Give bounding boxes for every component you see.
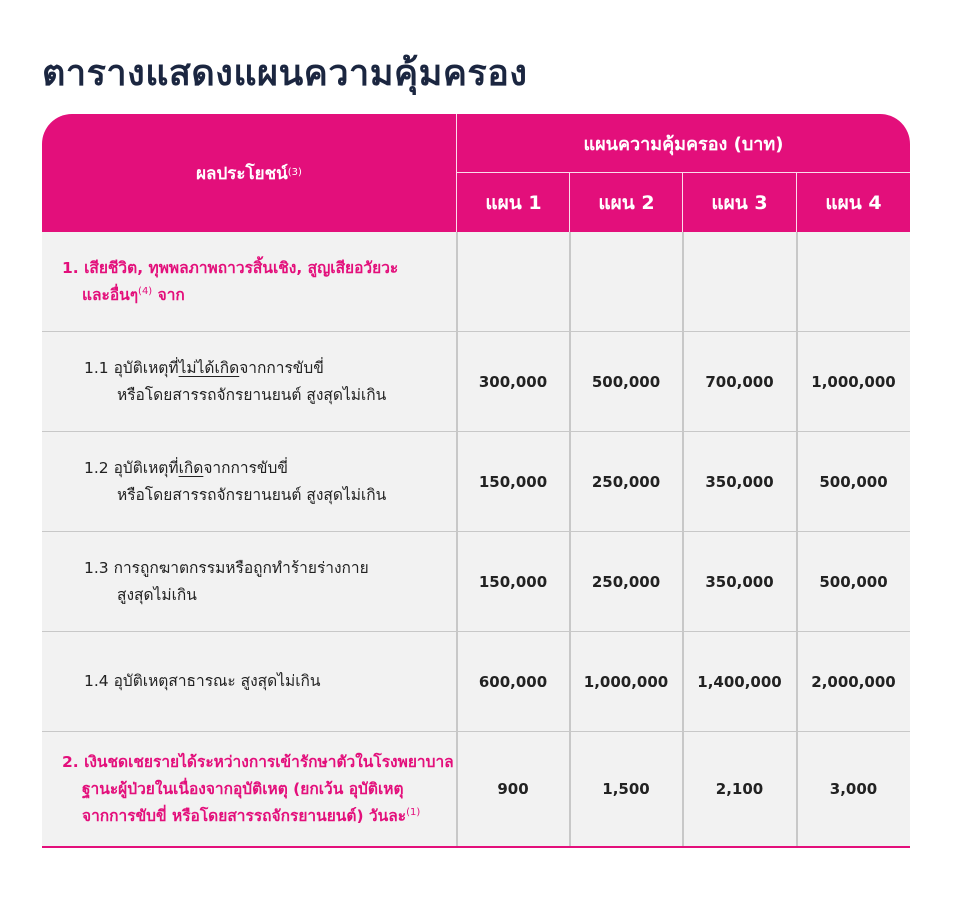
benefit-note: (1) bbox=[406, 806, 421, 818]
benefit-text: 1.4 อุบัติเหตุสาธารณะ สูงสุดไม่เกิน bbox=[84, 672, 321, 690]
value-cell: 600,000 bbox=[478, 672, 548, 691]
benefit-heading bbox=[42, 732, 456, 846]
value-cell: 500,000 bbox=[819, 572, 888, 591]
benefit-text: ฐานะผู้ป่วยในเนื่องจากอุบัติเหตุ (ยกเว้น อุบัติเหตุ bbox=[82, 779, 404, 798]
value-cell: 1,000,000 bbox=[583, 672, 669, 691]
value-cell: 1,000,000 bbox=[811, 372, 896, 391]
table-row bbox=[42, 532, 910, 632]
value-cell: 350,000 bbox=[705, 472, 774, 491]
table-row bbox=[42, 632, 910, 732]
value-cell: 300,000 bbox=[478, 372, 548, 391]
table-row bbox=[42, 732, 910, 848]
table-row bbox=[42, 432, 910, 532]
benefit-text: จากการขับขี่ bbox=[203, 458, 288, 477]
value-cell bbox=[457, 232, 569, 331]
page-title: ตารางแสดงแผนความคุ้มครอง bbox=[42, 53, 528, 94]
value-cell: 2,000,000 bbox=[811, 672, 896, 691]
plan-2-header: แผน 2 bbox=[598, 191, 655, 214]
plan-3-header: แผน 3 bbox=[711, 191, 768, 214]
benefit-text: จากการขับขี่ หรือโดยสารรถจักรยานยนต์) วันละ bbox=[82, 806, 407, 825]
value-cell: 150,000 bbox=[478, 472, 548, 491]
benefit-text: สูงสุดไม่เกิน bbox=[117, 585, 197, 604]
benefit-text: จากการขับขี่ bbox=[239, 358, 324, 377]
plan-4-header: แผน 4 bbox=[825, 191, 882, 214]
value-cell: 900 bbox=[497, 780, 529, 798]
value-cell: 1,400,000 bbox=[697, 672, 782, 691]
value-cell: 350,000 bbox=[705, 572, 774, 591]
benefit-text: 1.3 การถูกฆาตกรรมหรือถูกทำร้ายร่างกาย bbox=[84, 558, 369, 577]
benefit-emphasis: เกิด bbox=[178, 458, 204, 477]
value-cell: 500,000 bbox=[819, 472, 888, 491]
benefit-item bbox=[42, 432, 456, 531]
benefit-heading bbox=[42, 232, 456, 331]
value-cell bbox=[683, 232, 796, 331]
benefit-text: จาก bbox=[152, 285, 185, 304]
value-cell: 150,000 bbox=[478, 572, 548, 591]
value-cell bbox=[797, 232, 910, 331]
benefit-text: 1. เสียชีวิต, ทุพพลภาพถาวรสิ้นเชิง, สูญเสียอวัยวะ bbox=[62, 258, 399, 277]
table-row bbox=[42, 332, 910, 432]
plans-column-header: แผนความคุ้มครอง (บาท) bbox=[583, 133, 784, 155]
table-header bbox=[42, 114, 910, 232]
value-cell bbox=[570, 232, 682, 331]
benefit-note: (4) bbox=[138, 285, 153, 297]
value-cell: 250,000 bbox=[591, 472, 661, 491]
table-row bbox=[42, 232, 910, 332]
value-cell: 2,100 bbox=[715, 780, 764, 798]
benefit-label: ผลประโยชน์ bbox=[196, 163, 288, 184]
value-cell: 3,000 bbox=[829, 780, 878, 798]
benefit-item bbox=[42, 332, 456, 431]
value-cell: 700,000 bbox=[705, 372, 774, 391]
value-cell: 500,000 bbox=[591, 372, 661, 391]
value-cell: 1,500 bbox=[602, 780, 650, 798]
benefit-emphasis: ไม่ได้เกิด bbox=[178, 358, 240, 377]
benefit-text: 2. เงินชดเชยรายได้ระหว่างการเข้ารักษาตัวในโรงพยาบาล bbox=[62, 752, 454, 771]
benefit-text: 1.2 อุบัติเหตุที่ bbox=[84, 458, 179, 477]
benefit-text: หรือโดยสารรถจักรยานยนต์ สูงสุดไม่เกิน bbox=[117, 385, 387, 404]
benefit-text: และอื่นๆ bbox=[82, 285, 139, 304]
benefit-text: 1.1 อุบัติเหตุที่ bbox=[84, 358, 179, 377]
benefit-item bbox=[42, 632, 456, 731]
benefit-text: หรือโดยสารรถจักรยานยนต์ สูงสุดไม่เกิน bbox=[117, 485, 387, 504]
value-cell: 250,000 bbox=[591, 572, 661, 591]
benefit-column-header: ผลประโยชน์ (3) bbox=[42, 114, 456, 232]
benefit-item bbox=[42, 532, 456, 631]
coverage-table bbox=[42, 114, 910, 848]
plan-1-header: แผน 1 bbox=[485, 191, 542, 214]
